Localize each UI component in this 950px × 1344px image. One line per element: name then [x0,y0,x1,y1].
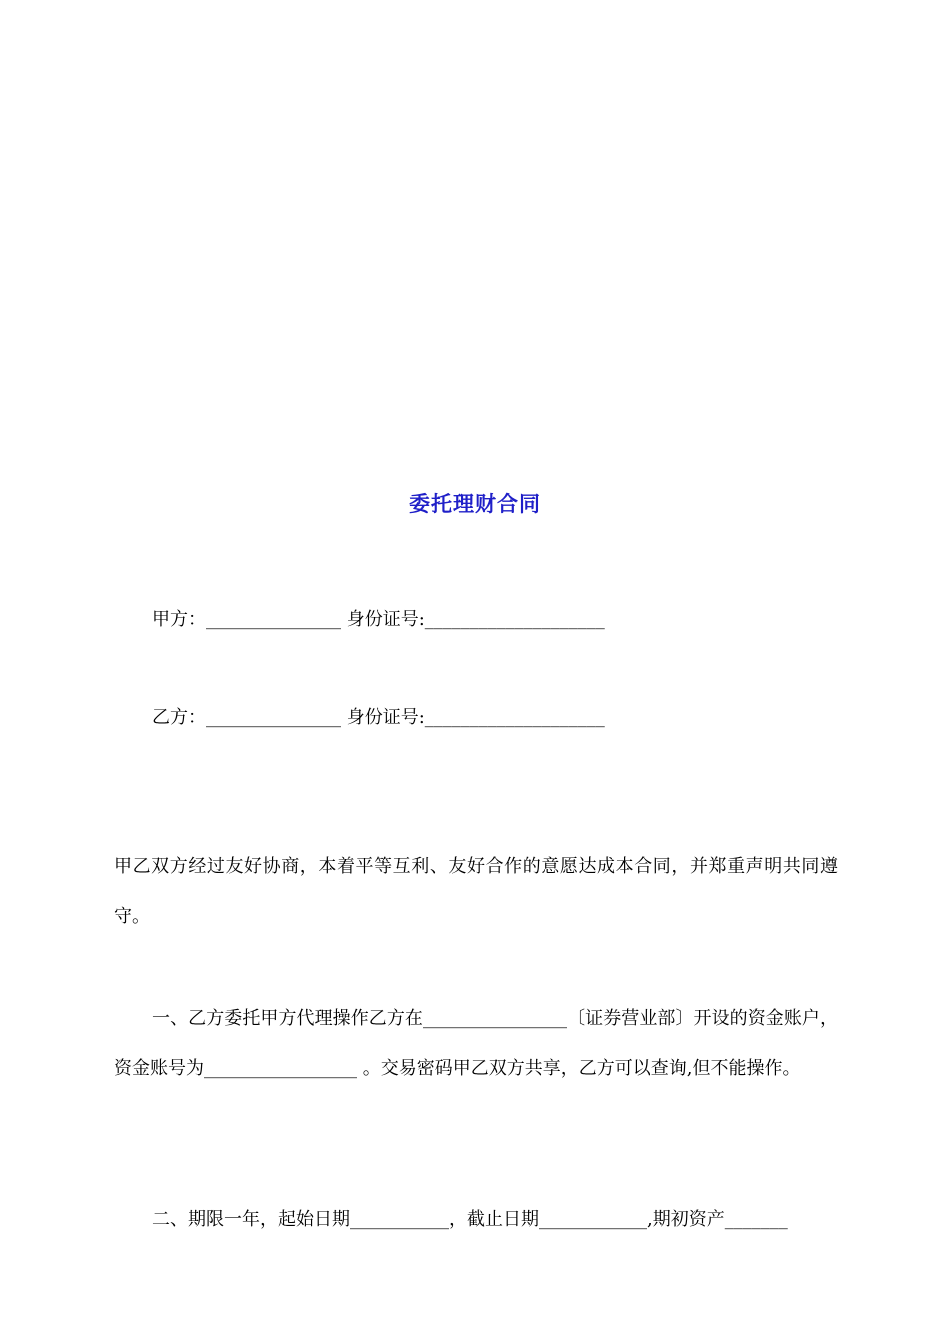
clause-1-paragraph: 一、乙方委托甲方代理操作乙方在________________〔证券营业部〕开设的资金账户，资金账号为_________________ 。交易密码甲乙双方共享，乙方可以查询,但不能操作。 [114,1008,838,1079]
clause-2-paragraph: 二、期限一年，起始日期___________，截止日期____________,期初资产_______ [152,1209,788,1230]
document-title: 委托理财合同 [409,492,541,516]
party-b-line: 乙方：_______________ 身份证号:____________________ [152,707,605,728]
party-a-line: 甲方：_______________ 身份证号:____________________ [152,609,605,630]
intro-paragraph: 甲乙双方经过友好协商，本着平等互利、友好合作的意愿达成本合同，并郑重声明共同遵守。 [114,856,838,927]
